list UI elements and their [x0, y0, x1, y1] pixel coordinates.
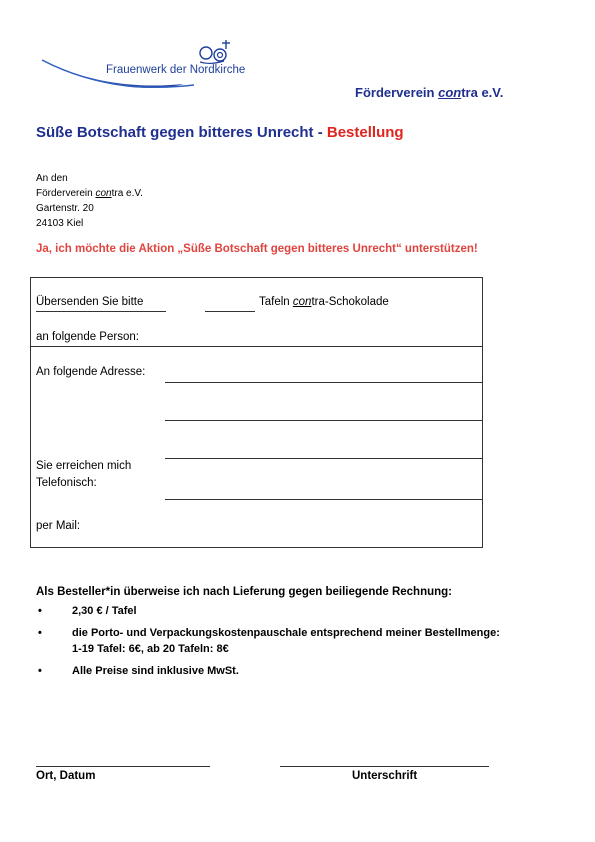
- place-date-label: Ort, Datum: [36, 770, 96, 782]
- title-highlight: Bestellung: [326, 124, 404, 141]
- signature-label: Unterschrift: [352, 770, 418, 782]
- mail-label: per Mail:: [36, 520, 81, 532]
- org-title: Förderverein contra e.V.: [355, 85, 504, 100]
- recipient-address: An den Förderverein contra e.V. Gartenstr. 20 24103 Kiel: [36, 173, 143, 229]
- list-item: • die Porto- und Verpackungskostenpauschale entsprechend meiner Bestellmenge: 1-19 Tafel: 6€, ab 20 Tafeln: 8€: [38, 627, 500, 655]
- tafeln-label: Tafeln contra-Schokolade: [259, 296, 389, 308]
- page-title: Süße Botschaft gegen bitteres Unrecht - Bestellung: [36, 124, 404, 141]
- send-underline: [36, 311, 166, 312]
- address-field-2[interactable]: [165, 420, 482, 421]
- phone-label-1: Sie erreichen mich: [36, 460, 132, 472]
- payment-list: [38, 603, 500, 685]
- address-field-3[interactable]: [165, 458, 482, 459]
- person-label: an folgende Person:: [36, 331, 139, 343]
- phone-label-2: Telefonisch:: [36, 477, 97, 489]
- pledge-text: Ja, ich möchte die Aktion „Süße Botschaft gegen bitteres Unrecht“ unterstützen!: [36, 243, 478, 255]
- place-date-field[interactable]: [36, 766, 210, 767]
- address-field-1[interactable]: [165, 382, 482, 383]
- person-field[interactable]: [31, 346, 482, 347]
- list-item: • Alle Preise sind inklusive MwSt.: [38, 665, 239, 677]
- order-form-box: [30, 277, 483, 548]
- payment-intro: Als Besteller*in überweise ich nach Lieferung gegen beiliegende Rechnung:: [36, 586, 453, 598]
- address-label: An folgende Adresse:: [36, 366, 146, 378]
- quantity-field[interactable]: [205, 311, 255, 312]
- logo-text: Frauenwerk der Nordkirche: [106, 64, 246, 76]
- signature-field[interactable]: [280, 766, 489, 767]
- send-label: Übersenden Sie bitte: [36, 296, 144, 308]
- list-item: • 2,30 € / Tafel: [38, 605, 137, 617]
- phone-field[interactable]: [165, 499, 482, 500]
